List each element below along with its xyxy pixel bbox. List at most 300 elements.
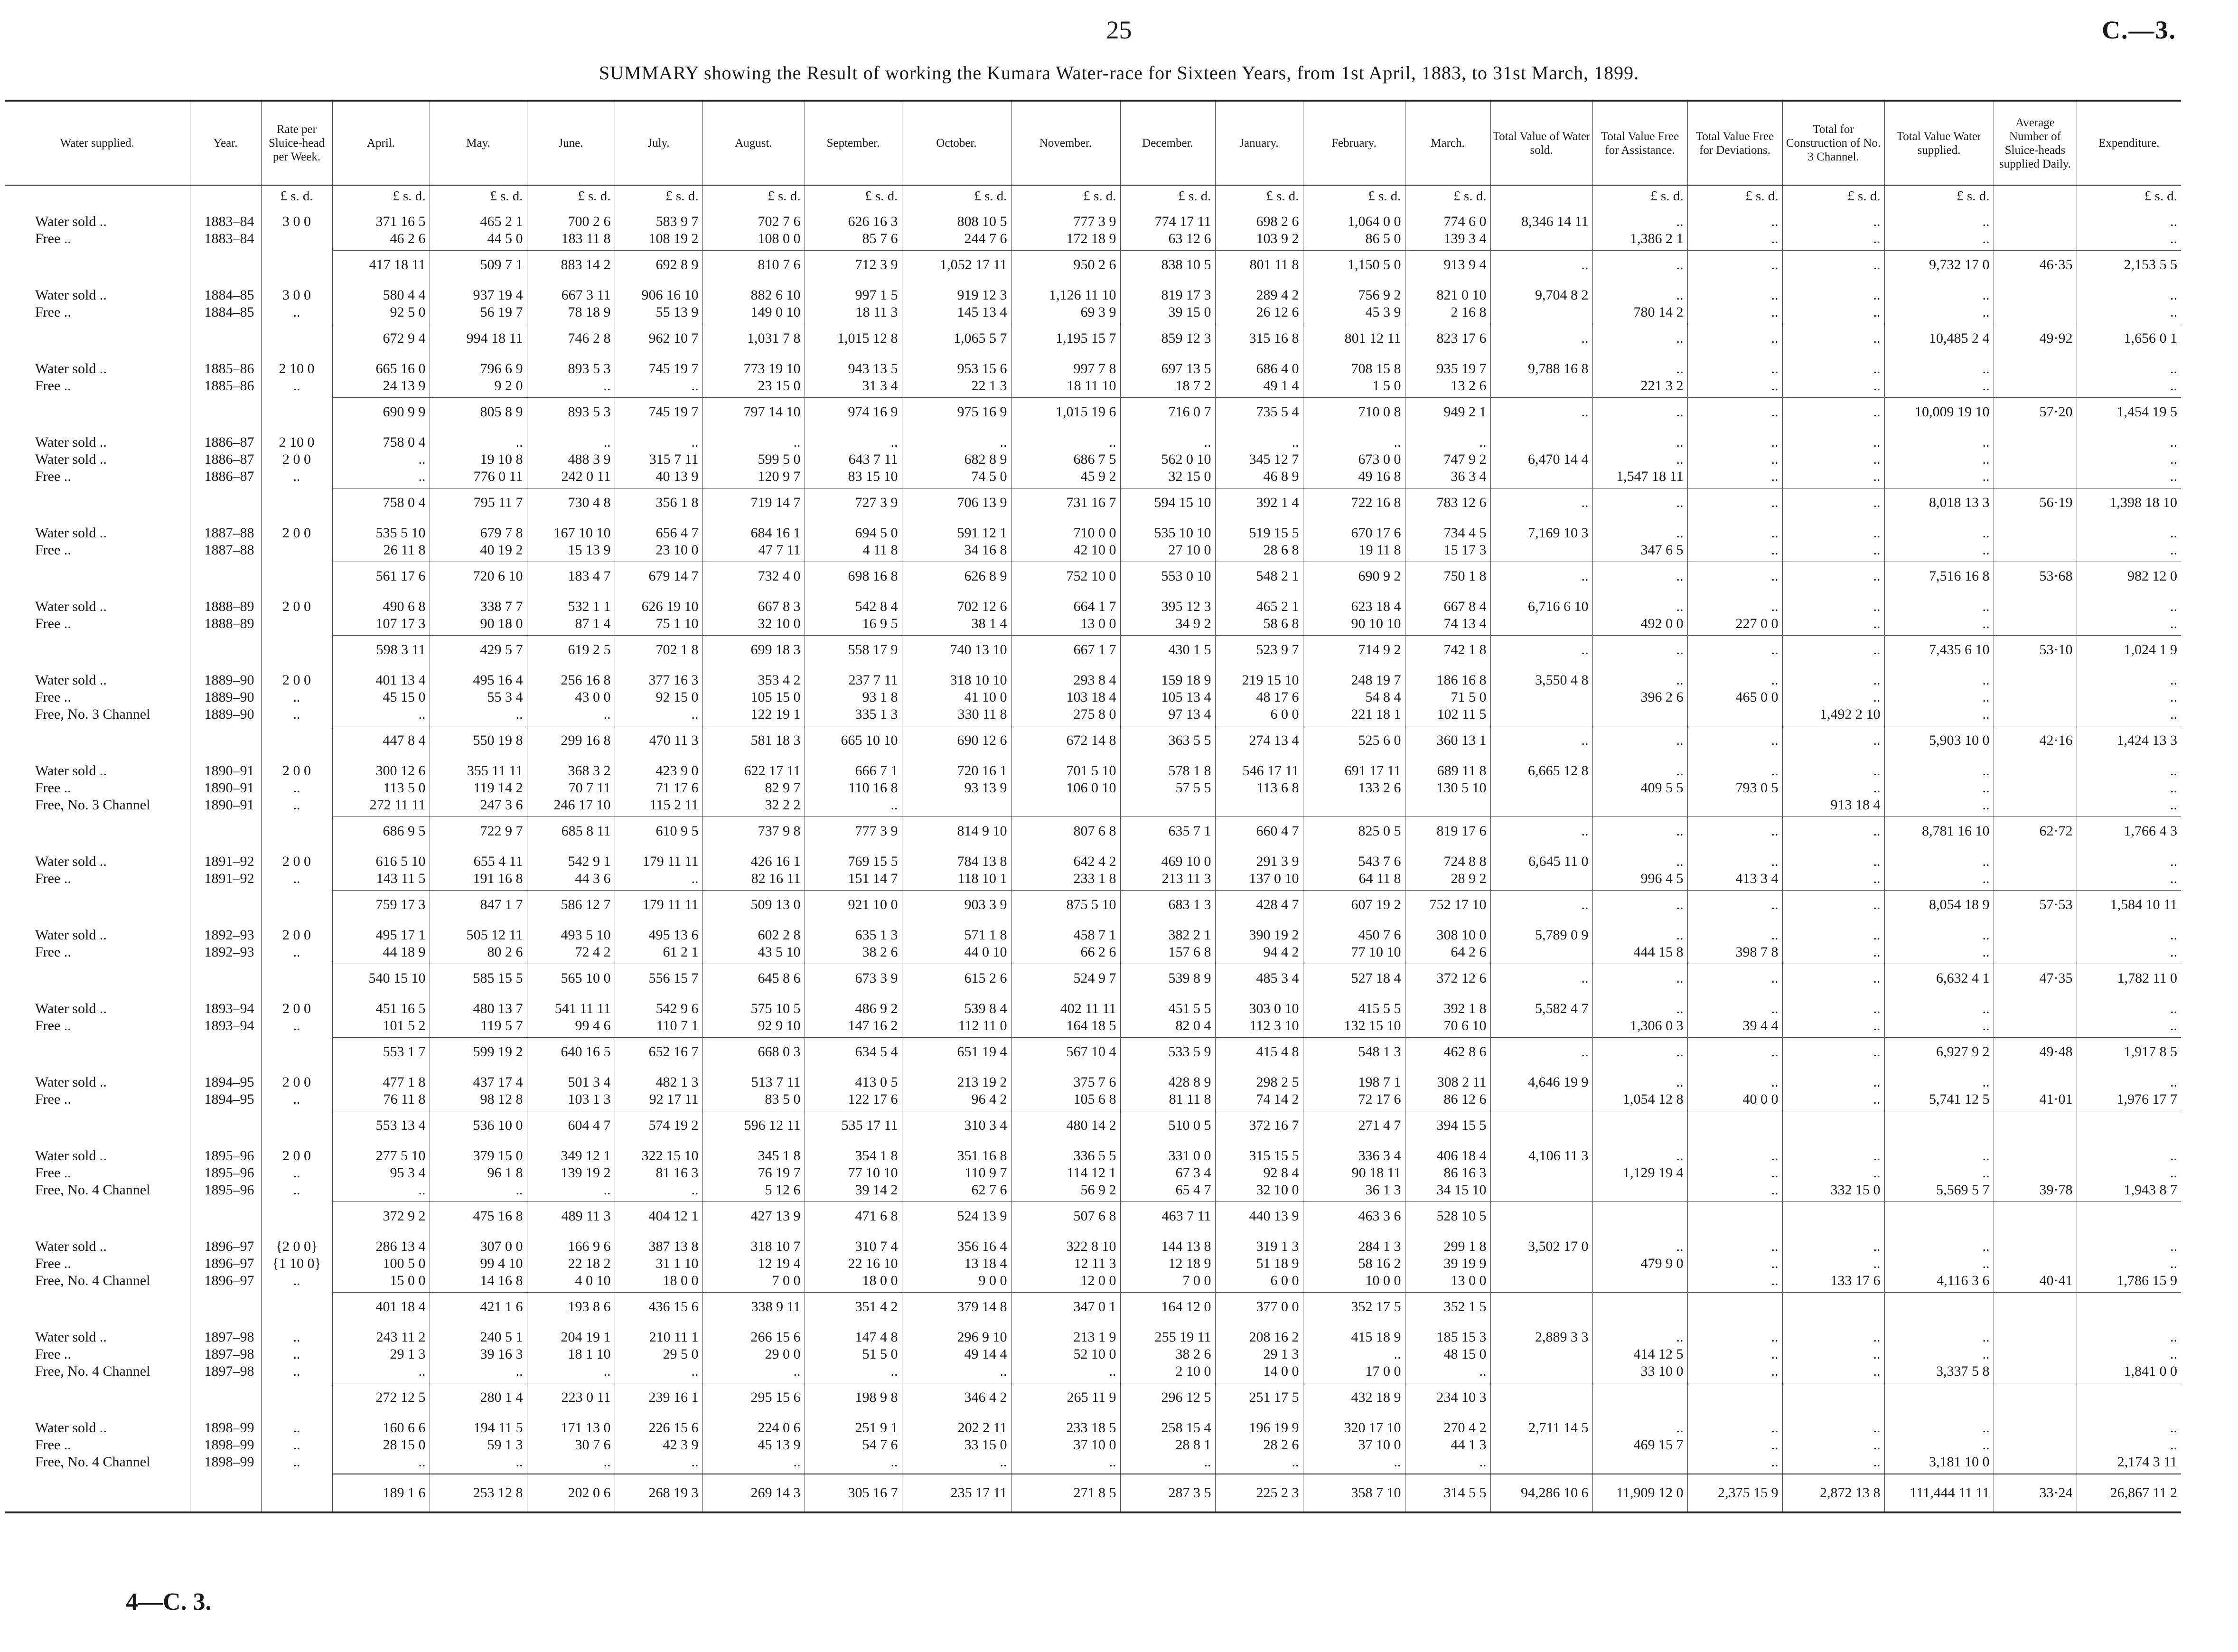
table-cell: 394 15 5: [1405, 1111, 1490, 1141]
table-row: [5, 251, 2181, 281]
table-cell: 202 0 6: [527, 1474, 615, 1512]
table-cell: .. 39 4 4: [1687, 994, 1782, 1038]
table-cell: 271 8 5: [1011, 1474, 1120, 1512]
column-header: Rate per Sluice-head per Week.: [261, 101, 332, 185]
table-cell: 426 16 1 82 16 11: [702, 846, 805, 891]
table-cell: 371 16 5 46 2 6: [332, 206, 430, 251]
table-cell: 360 13 1: [1405, 726, 1490, 756]
table-cell: 430 1 5: [1120, 636, 1215, 666]
table-cell: 655 4 11 191 16 8: [430, 846, 527, 891]
footer-reference: 4—C. 3.: [126, 1588, 212, 1615]
table-cell: 893 5 3: [527, 398, 615, 428]
table-cell: 429 5 7: [430, 636, 527, 666]
table-cell: 314 5 5: [1405, 1474, 1490, 1512]
table-cell: 421 1 6: [430, 1293, 527, 1323]
table-cell: [5, 398, 190, 428]
table-cell: £ s. d.: [1120, 185, 1215, 206]
table-cell: 345 1 8 76 19 7 5 12 6: [702, 1141, 805, 1202]
table-cell: 875 5 10: [1011, 891, 1120, 920]
table-cell: 226 15 6 42 3 9 ..: [615, 1413, 702, 1474]
table-cell: [1994, 591, 2077, 636]
table-cell: .. .. 1,943 8 7: [2077, 1141, 2181, 1202]
table-cell: [2077, 1202, 2181, 1232]
table-cell: 656 4 7 23 10 0: [615, 518, 702, 562]
table-cell: 377 16 3 92 15 0 ..: [615, 665, 702, 726]
table-cell: .. ..: [1687, 206, 1782, 251]
table-cell: 1,052 17 11: [902, 251, 1011, 281]
table-cell: 372 12 6: [1405, 964, 1490, 994]
table-cell: £ s. d.: [527, 185, 615, 206]
table-cell: 583 9 7 108 19 2: [615, 206, 702, 251]
table-cell: 777 3 9 172 18 9: [1011, 206, 1120, 251]
table-cell: 730 4 8: [527, 488, 615, 518]
table-cell: .. ..: [1687, 518, 1782, 562]
table-cell: 565 10 0: [527, 964, 615, 994]
table-cell: 395 12 3 34 9 2: [1120, 591, 1215, 636]
table-cell: .. 469 15 7: [1592, 1413, 1687, 1474]
table-cell: .. .. 332 15 0: [1782, 1141, 1884, 1202]
table-cell: 3,502 17 0: [1490, 1231, 1592, 1293]
table-cell: .. ..: [1687, 280, 1782, 324]
table-cell: 447 8 4: [332, 726, 430, 756]
table-cell: 2,889 3 3: [1490, 1322, 1592, 1383]
table-cell: 296 12 5: [1120, 1383, 1215, 1413]
table-cell: £ s. d.: [615, 185, 702, 206]
table-cell: Water sold .. Water sold .. Free ..: [35, 434, 107, 484]
table-cell: 1888–89 1888–89: [190, 591, 261, 636]
table-cell: 251 17 5: [1215, 1383, 1303, 1413]
table-cell: 352 1 5: [1405, 1293, 1490, 1323]
table-cell: .. 793 0 5: [1687, 756, 1782, 817]
table-cell: Water sold .. Free ..: [35, 525, 107, 558]
table-cell: [1782, 1202, 1884, 1232]
table-cell: 40·41: [1994, 1231, 2077, 1293]
table-cell: 147 4 8 51 5 0 ..: [805, 1322, 902, 1383]
table-cell: 6,665 12 8: [1490, 756, 1592, 817]
column-header: Year.: [190, 101, 261, 185]
table-cell: .. ..: [2077, 846, 2181, 891]
table-cell: 665 16 0 24 13 9: [332, 354, 430, 398]
table-cell: 679 14 7: [615, 562, 702, 592]
table-cell: [261, 1383, 332, 1413]
table-cell: 462 8 6: [1405, 1038, 1490, 1068]
table-cell: 801 12 11: [1303, 324, 1405, 354]
table-row: [5, 1111, 2181, 1141]
table-row: [5, 518, 2181, 562]
table-cell: .. .. ..: [1687, 1141, 1782, 1202]
table-cell: 2 0 0: [261, 518, 332, 562]
column-header: Total Value Free for Deviations.: [1687, 101, 1782, 185]
table-cell: 652 16 7: [615, 1038, 702, 1068]
table-cell: 509 13 0: [702, 891, 805, 920]
table-cell: .. ..: [1782, 846, 1884, 891]
table-cell: 270 4 2 44 1 3 ..: [1405, 1413, 1490, 1474]
table-cell: 402 11 11 164 18 5: [1011, 994, 1120, 1038]
table-cell: ..: [1592, 964, 1687, 994]
table-cell: 610 9 5: [615, 817, 702, 847]
table-cell: 664 1 7 13 0 0: [1011, 591, 1120, 636]
table-cell: 423 9 0 71 17 6 115 2 11: [615, 756, 702, 817]
table-cell: 318 10 7 12 19 4 7 0 0: [702, 1231, 805, 1293]
table-row: [5, 1293, 2181, 1323]
table-cell: 509 7 1: [430, 251, 527, 281]
table-cell: [1490, 1293, 1592, 1323]
table-cell: [1687, 1202, 1782, 1232]
table-cell: 41·01: [1994, 1067, 2077, 1111]
table-cell: 233 18 5 37 10 0 ..: [1011, 1413, 1120, 1474]
table-cell: .. ..: [1884, 354, 1994, 398]
table-cell: 219 15 10 48 17 6 6 0 0: [1215, 665, 1303, 726]
table-row: [5, 1202, 2181, 1232]
table-cell: Water sold .. Free .. Free, No. 3 Channel: [35, 672, 150, 722]
table-cell: [1994, 665, 2077, 726]
table-cell: 596 12 11: [702, 1111, 805, 1141]
table-cell: .. .. 3,337 5 8: [1884, 1322, 1994, 1383]
table-cell: 10,485 2 4: [1884, 324, 1994, 354]
table-cell: .. ..: [1884, 591, 1994, 636]
table-cell: 666 7 1 110 16 8 ..: [805, 756, 902, 817]
column-header: May.: [430, 101, 527, 185]
table-row: [5, 1038, 2181, 1068]
table-cell: 33·24: [1994, 1474, 2077, 1512]
table-cell: 1887–88 1887–88: [190, 518, 261, 562]
table-cell: 284 1 3 58 16 2 10 0 0: [1303, 1231, 1405, 1293]
table-cell: 338 9 11: [702, 1293, 805, 1323]
table-cell: 269 14 3: [702, 1474, 805, 1512]
table-cell: 235 17 11: [902, 1474, 1011, 1512]
table-cell: .. .. 1,786 15 9: [2077, 1231, 2181, 1293]
table-cell: 322 8 10 12 11 3 12 0 0: [1011, 1231, 1120, 1293]
table-cell: 272 12 5: [332, 1383, 430, 1413]
table-cell: .. 1,386 2 1: [1592, 206, 1687, 251]
table-cell: 1895–96 1895–96 1895–96: [190, 1141, 261, 1202]
table-cell: ..: [1687, 488, 1782, 518]
table-cell: 26,867 11 2: [2077, 1474, 2181, 1512]
table-cell: 819 17 3 39 15 0: [1120, 280, 1215, 324]
table-cell: .. 414 12 5 33 10 0: [1592, 1322, 1687, 1383]
table-cell: 338 7 7 90 18 0: [430, 591, 527, 636]
table-row: [5, 206, 2181, 251]
table-body: [5, 185, 2181, 1512]
table-row: [5, 185, 2181, 206]
table-cell: 300 12 6 113 5 0 272 11 11: [332, 756, 430, 817]
column-header: Expenditure.: [2077, 101, 2181, 185]
table-cell: 919 12 3 145 13 4: [902, 280, 1011, 324]
table-cell: 428 4 7: [1215, 891, 1303, 920]
table-cell: [190, 636, 261, 666]
table-cell: [1782, 1111, 1884, 1141]
table-cell: .. 315 7 11 40 13 9: [615, 427, 702, 488]
table-cell: 1,195 15 7: [1011, 324, 1120, 354]
table-cell: [1994, 846, 2077, 891]
table-cell: [1782, 1293, 1884, 1323]
table-cell: 404 12 1: [615, 1202, 702, 1232]
table-cell: .. .. ..: [1687, 1322, 1782, 1383]
table-cell: 575 10 5 92 9 10: [702, 994, 805, 1038]
table-cell: 315 16 8: [1215, 324, 1303, 354]
table-cell: 706 13 9: [902, 488, 1011, 518]
table-cell: 401 13 4 45 15 0 ..: [332, 665, 430, 726]
table-cell: 668 0 3: [702, 1038, 805, 1068]
table-cell: 558 17 9: [805, 636, 902, 666]
table-cell: 2,872 13 8: [1782, 1474, 1884, 1512]
table-cell: 234 10 3: [1405, 1383, 1490, 1413]
table-cell: .. 1,054 12 8: [1592, 1067, 1687, 1111]
table-cell: [5, 636, 190, 666]
table-cell: 859 12 3: [1120, 324, 1215, 354]
table-cell: [5, 185, 190, 206]
table-cell: 196 19 9 28 2 6 ..: [1215, 1413, 1303, 1474]
table-cell: ..: [1490, 817, 1592, 847]
table-cell: 540 15 10: [332, 964, 430, 994]
table-cell: 737 9 8: [702, 817, 805, 847]
table-cell: .. ..: [2077, 280, 2181, 324]
table-cell: 189 1 6: [332, 1474, 430, 1512]
table-cell: 797 14 10: [702, 398, 805, 428]
column-header: October.: [902, 101, 1011, 185]
table-cell: £ s. d.: [1215, 185, 1303, 206]
table-cell: ..: [1782, 1038, 1884, 1068]
table-cell: .. .. ..: [2077, 427, 2181, 488]
table-cell: [1994, 1413, 2077, 1474]
table-cell: 9,788 16 8: [1490, 354, 1592, 398]
table-cell: 144 13 8 12 18 9 7 0 0: [1120, 1231, 1215, 1293]
table-cell: 480 13 7 119 5 7: [430, 994, 527, 1038]
table-cell: Water sold .. Free .. Free, No. 4 Channel: [35, 1420, 150, 1470]
table-cell: 735 5 4: [1215, 398, 1303, 428]
table-cell: ..: [1592, 817, 1687, 847]
table-row: [5, 964, 2181, 994]
table-cell: 542 9 6 110 7 1: [615, 994, 702, 1038]
table-cell: ..: [1687, 324, 1782, 354]
table-cell: ..: [1687, 891, 1782, 920]
table-cell: .. 398 7 8: [1687, 920, 1782, 964]
table-cell: 847 1 7: [430, 891, 527, 920]
table-cell: 525 6 0: [1303, 726, 1405, 756]
table-cell: .. .. ..: [1884, 756, 1994, 817]
table-cell: .. ..: [1782, 518, 1884, 562]
table-cell: 742 1 8: [1405, 636, 1490, 666]
table-cell: 975 16 9: [902, 398, 1011, 428]
table-cell: 186 16 8 71 5 0 102 11 5: [1405, 665, 1490, 726]
table-cell: 640 16 5: [527, 1038, 615, 1068]
table-cell: 208 16 2 29 1 3 14 0 0: [1215, 1322, 1303, 1383]
table-cell: 714 9 2: [1303, 636, 1405, 666]
table-cell: 745 19 7 ..: [615, 354, 702, 398]
table-cell: 198 9 8: [805, 1383, 902, 1413]
table-cell: 1,398 18 10: [2077, 488, 2181, 518]
table-cell: 336 3 4 90 18 11 36 1 3: [1303, 1141, 1405, 1202]
table-cell: 719 14 7: [702, 488, 805, 518]
table-cell: .. .. ..: [261, 1413, 332, 1474]
table-cell: 319 1 3 51 18 9 6 0 0: [1215, 1231, 1303, 1293]
table-cell: 825 0 5: [1303, 817, 1405, 847]
table-cell: 210 11 1 29 5 0 ..: [615, 1322, 702, 1383]
table-cell: 320 17 10 37 10 0 ..: [1303, 1413, 1405, 1474]
table-cell: Water sold .. Free ..: [35, 927, 107, 960]
table-cell: [190, 1202, 261, 1232]
table-cell: Water sold .. Free ..: [35, 287, 107, 320]
table-cell: [5, 1038, 190, 1068]
table-cell: 1,031 7 8: [702, 324, 805, 354]
table-cell: 553 1 7: [332, 1038, 430, 1068]
table-cell: [1994, 280, 2077, 324]
table-cell: 769 15 5 151 14 7: [805, 846, 902, 891]
table-cell: 553 0 10: [1120, 562, 1215, 592]
table-cell: 62·72: [1994, 817, 2077, 847]
table-cell: ..: [1592, 562, 1687, 592]
table-cell: 5,789 0 9: [1490, 920, 1592, 964]
table-cell: 243 11 2 29 1 3 ..: [332, 1322, 430, 1383]
table-cell: 353 4 2 105 15 0 122 19 1: [702, 665, 805, 726]
table-cell: ..: [1687, 817, 1782, 847]
table-cell: 532 1 1 87 1 4: [527, 591, 615, 636]
table-cell: ..: [1592, 488, 1687, 518]
table-cell: 363 5 5: [1120, 726, 1215, 756]
table-cell: 949 2 1: [1405, 398, 1490, 428]
table-cell: 513 7 11 83 5 0: [702, 1067, 805, 1111]
table-cell: [261, 1038, 332, 1068]
table-cell: 732 4 0: [702, 562, 805, 592]
table-cell: 535 10 10 27 10 0: [1120, 518, 1215, 562]
table-cell: [1994, 1111, 2077, 1141]
table-cell: 256 16 8 43 0 0 ..: [527, 665, 615, 726]
table-cell: 684 16 1 47 7 11: [702, 518, 805, 562]
table-cell: 1,015 12 8: [805, 324, 902, 354]
table-cell: 47·35: [1994, 964, 2077, 994]
table-cell: 213 19 2 96 4 2: [902, 1067, 1011, 1111]
table-cell: .. .. ..: [1687, 1413, 1782, 1474]
table-cell: 598 3 11: [332, 636, 430, 666]
table-cell: 265 11 9: [1011, 1383, 1120, 1413]
table-cell: .. .. ..: [1687, 1231, 1782, 1293]
table-cell: 204 19 1 18 1 10 ..: [527, 1322, 615, 1383]
table-cell: .. .. ..: [2077, 665, 2181, 726]
table-cell: £ s. d.: [261, 185, 332, 206]
table-cell: 1,584 10 11: [2077, 891, 2181, 920]
table-cell: 46·35: [1994, 251, 2077, 281]
table-cell: 686 4 0 49 1 4: [1215, 354, 1303, 398]
table-cell: 352 17 5: [1303, 1293, 1405, 1323]
table-cell: 752 17 10: [1405, 891, 1490, 920]
table-cell: [261, 1202, 332, 1232]
table-cell: 94,286 10 6: [1490, 1474, 1592, 1512]
table-cell: 1894–95 1894–95: [190, 1067, 261, 1111]
table-cell: 490 6 8 107 17 3: [332, 591, 430, 636]
table-cell: 268 19 3: [615, 1474, 702, 1512]
table-cell: 202 2 11 33 15 0 ..: [902, 1413, 1011, 1474]
table-cell: [261, 562, 332, 592]
table-cell: 6,645 11 0: [1490, 846, 1592, 891]
table-cell: [190, 1474, 261, 1512]
table-cell: [1994, 1293, 2077, 1323]
table-cell: [1994, 185, 2077, 206]
table-cell: 471 6 8: [805, 1202, 902, 1232]
table-cell: 372 16 7: [1215, 1111, 1303, 1141]
table-cell: 708 15 8 1 5 0: [1303, 354, 1405, 398]
table-cell: .. 747 9 2 36 3 4: [1405, 427, 1490, 488]
table-cell: 667 8 4 74 13 4: [1405, 591, 1490, 636]
table-cell: [1994, 1202, 2077, 1232]
table-cell: [1994, 994, 2077, 1038]
table-cell: .. ..: [1884, 518, 1994, 562]
table-cell: 539 8 4 112 11 0: [902, 994, 1011, 1038]
table-cell: 740 13 10: [902, 636, 1011, 666]
column-header: Average Number of Sluice-heads supplied Daily.: [1994, 101, 2077, 185]
column-header: April.: [332, 101, 430, 185]
table-cell: 237 7 11 93 1 8 335 1 3: [805, 665, 902, 726]
table-cell: 673 3 9: [805, 964, 902, 994]
table-cell: ..: [1490, 324, 1592, 354]
table-cell: .. .. ..: [1687, 427, 1782, 488]
table-cell: 710 0 8: [1303, 398, 1405, 428]
table-cell: [5, 1383, 190, 1413]
table-cell: .. .. ..: [1884, 427, 1994, 488]
table-cell: 428 8 9 81 11 8: [1120, 1067, 1215, 1111]
table-cell: 7,169 10 3: [1490, 518, 1592, 562]
table-cell: 1,126 11 10 69 3 9: [1011, 280, 1120, 324]
column-header: June.: [527, 101, 615, 185]
table-cell: 689 11 8 130 5 10: [1405, 756, 1490, 817]
table-cell: 524 13 9: [902, 1202, 1011, 1232]
table-cell: .. .. 1,547 18 11: [1592, 427, 1687, 488]
table-cell: [5, 817, 190, 847]
table-cell: 701 5 10 106 0 10: [1011, 756, 1120, 817]
table-cell: 287 3 5: [1120, 1474, 1215, 1512]
table-row: [5, 1383, 2181, 1413]
table-cell: [1884, 1111, 1994, 1141]
table-cell: [190, 891, 261, 920]
table-cell: [5, 964, 190, 994]
table-cell: 2 0 0 ..: [261, 846, 332, 891]
table-cell: 1,150 5 0: [1303, 251, 1405, 281]
table-cell: [5, 726, 190, 756]
table-cell: .. ..: [2077, 518, 2181, 562]
table-cell: 6,716 6 10: [1490, 591, 1592, 636]
table-cell: 906 16 10 55 13 9: [615, 280, 702, 324]
table-cell: 548 2 1: [1215, 562, 1303, 592]
table-cell: 810 7 6: [702, 251, 805, 281]
table-cell: 167 10 10 15 13 9: [527, 518, 615, 562]
table-cell: 805 8 9: [430, 398, 527, 428]
table-cell: ..: [1592, 398, 1687, 428]
table-cell: 602 2 8 43 5 10: [702, 920, 805, 964]
table-cell: 1889–90 1889–90 1889–90: [190, 665, 261, 726]
table-cell: 745 19 7: [615, 398, 702, 428]
table-cell: 465 2 1 44 5 0: [430, 206, 527, 251]
table-cell: 39·78: [1994, 1141, 2077, 1202]
table-cell: 758 0 4: [332, 488, 430, 518]
table-cell: .. ..: [1782, 1067, 1884, 1111]
table-cell: 183 4 7: [527, 562, 615, 592]
table-cell: 953 15 6 22 1 3: [902, 354, 1011, 398]
table-cell: 571 1 8 44 0 10: [902, 920, 1011, 964]
table-cell: 427 13 9: [702, 1202, 805, 1232]
table-cell: 759 17 3: [332, 891, 430, 920]
table-cell: .. 479 9 0: [1592, 1231, 1687, 1293]
table-cell: 823 17 6: [1405, 324, 1490, 354]
table-cell: 700 2 6 183 11 8: [527, 206, 615, 251]
table-cell: [261, 324, 332, 354]
table-cell: ..: [1490, 488, 1592, 518]
table-cell: 458 7 1 66 2 6: [1011, 920, 1120, 964]
table-cell: 392 1 8 70 6 10: [1405, 994, 1490, 1038]
table-cell: .. .. ..: [1782, 427, 1884, 488]
table-cell: £ s. d.: [1303, 185, 1405, 206]
table-cell: 308 2 11 86 12 6: [1405, 1067, 1490, 1111]
table-cell: .. ..: [1884, 280, 1994, 324]
table-cell: 702 1 8: [615, 636, 702, 666]
